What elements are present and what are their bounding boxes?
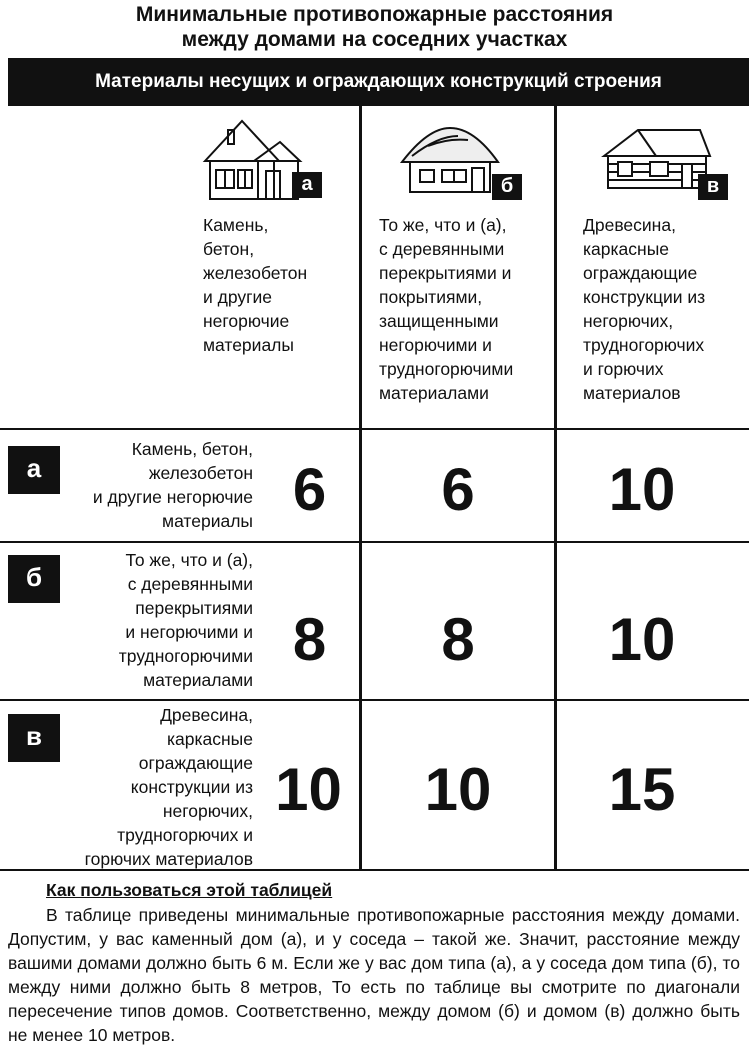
title-line-2: между домами на соседних участках [181, 28, 568, 51]
distance-b-a: 8 [292, 606, 327, 673]
row-c-line: горючих материалов [84, 849, 253, 869]
distance-c-c: 15 [608, 756, 676, 823]
column-b-line: негорючими и [379, 335, 492, 355]
column-b-line: перекрытиями и [379, 263, 512, 283]
howto-title: Как пользоваться этой таблицей [46, 880, 333, 900]
distance-a-c: 10 [608, 456, 676, 523]
column-b-line: То же, что и (а), [379, 215, 507, 235]
row-b-line: трудногорючими [118, 646, 253, 666]
column-c-line: трудногорючих [583, 335, 705, 355]
title-line-1: Минимальные противопожарные расстояния [135, 3, 614, 26]
distance-a-a: 6 [292, 456, 327, 523]
distance-a-b: 6 [441, 456, 475, 523]
column-a-line: железобетон [203, 263, 308, 283]
column-b-line: трудногорючими [379, 359, 514, 379]
row-b-line: То же, что и (а), [125, 550, 253, 570]
distance-c-b: 10 [424, 756, 492, 823]
column-a-line: бетон, [203, 239, 255, 259]
row-b-badge: б [8, 555, 60, 603]
row-c-line: негорючих, [162, 801, 253, 821]
column-c-line: каркасные [583, 239, 670, 259]
column-a-line: материалы [203, 335, 294, 355]
row-c-line: конструкции из [130, 777, 253, 797]
row-b-description [119, 548, 253, 692]
howto-text: В таблице приведены минимальные противопожарные расстояния между домами. Допустим, у вас каменный дом (а), и у соседа – такой же. Значит, расстояние между вашими домами должно быть 6 м. Если же у вас дом типа (а), а у соседа дом типа (б), то между ними должно быть 8 метров, То есть по таблице вы смотрите по диагонали пересечение типов домов. Соответственно, между домом (б) и домом (в) должно быть не менее 10 метров. [8, 905, 740, 1045]
distance-b-b: 8 [441, 606, 475, 673]
column-b-description [379, 213, 513, 405]
grid-hline-3 [0, 699, 749, 701]
row-a-line: материалы [162, 511, 253, 531]
column-c-line: ограждающие [583, 263, 698, 283]
column-a-description [203, 213, 307, 357]
row-b-line: перекрытиями [135, 598, 253, 618]
wooden-house-icon [600, 126, 712, 192]
row-a-line: Камень, бетон, [131, 439, 253, 459]
column-b-letter: б [492, 174, 522, 200]
row-a-description [93, 437, 253, 533]
thatched-house-icon [398, 122, 502, 200]
column-c-line: и горючих [583, 359, 664, 379]
column-a-letter: а [292, 172, 322, 198]
row-c-line: трудногорючих и [117, 825, 253, 845]
distance-c-a: 10 [275, 756, 342, 823]
page-title [0, 2, 749, 52]
column-c-line: материалов [583, 383, 681, 403]
column-b-line: с деревянными [379, 239, 505, 259]
row-b-line: с деревянными [127, 574, 253, 594]
row-a-badge: а [8, 446, 60, 494]
column-c-description [583, 213, 705, 405]
column-a-line: и другие [203, 287, 273, 307]
row-c-line: каркасные [166, 729, 253, 749]
row-c-description [85, 703, 253, 871]
row-a-line: и другие негорючие [92, 487, 253, 507]
column-c-line: Древесина, [583, 215, 676, 235]
row-c-badge: в [8, 714, 60, 762]
column-c-letter: в [698, 174, 728, 200]
column-c-line: конструкции из [583, 287, 706, 307]
column-b-line: материалами [379, 383, 489, 403]
row-b-line: материалами [143, 670, 253, 690]
grid-hline-1 [0, 428, 749, 430]
distance-b-c: 10 [608, 606, 676, 673]
row-b-line: и негорючими и [125, 622, 253, 642]
column-b-line: защищенными [379, 311, 499, 331]
column-a-line: негорючие [203, 311, 290, 331]
column-b-line: покрытиями, [379, 287, 483, 307]
column-c-line: негорючих, [583, 311, 674, 331]
row-c-line: ограждающие [138, 753, 253, 773]
column-a-line: Камень, [203, 215, 269, 235]
row-c-line: Древесина, [160, 705, 253, 725]
grid-hline-2 [0, 541, 749, 543]
table-header-bar: Материалы несущих и ограждающих конструкций строения [8, 58, 749, 106]
row-a-line: железобетон [148, 463, 253, 483]
